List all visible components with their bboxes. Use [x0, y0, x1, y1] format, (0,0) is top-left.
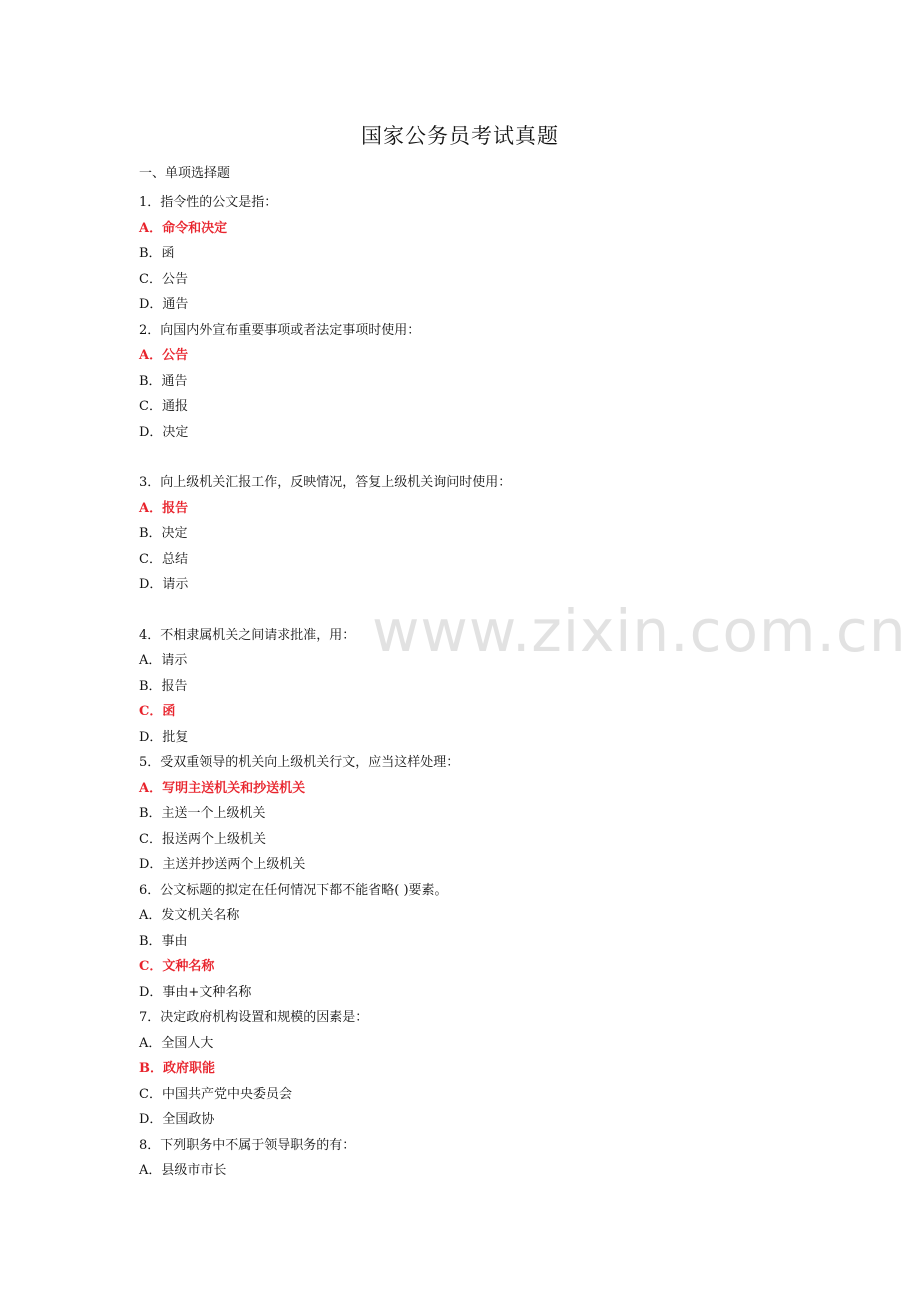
option-line: A．县级市市长	[139, 1163, 227, 1178]
option-line: D．批复	[139, 729, 189, 745]
option-line: B．函	[139, 246, 175, 261]
correct-answer-line: A．报告	[139, 500, 189, 516]
option-line: C．总结	[139, 551, 188, 567]
correct-answer-line: A．公告	[139, 348, 189, 363]
option-line: B．决定	[139, 526, 188, 541]
question-list	[139, 190, 839, 1184]
question-line: 2．向国内外宣布重要事项或者法定事项时使用：	[139, 322, 421, 338]
option-line: C．公告	[139, 271, 188, 287]
option-line: B．主送一个上级机关	[139, 806, 266, 821]
option-line: D．请示	[139, 577, 189, 592]
option-line: D．事由+文种名称	[139, 984, 252, 1000]
correct-answer-line: A．命令和决定	[139, 220, 228, 236]
option-line: D．主送并抄送两个上级机关	[139, 857, 306, 872]
watermark-text: www.zixin.com.cn	[372, 597, 907, 665]
option-line: B．事由	[139, 933, 188, 949]
correct-answer-line: C．文种名称	[139, 959, 215, 974]
question-line: 3．向上级机关汇报工作，反映情况，答复上级机关询问时使用：	[139, 475, 512, 490]
correct-answer-line: B．政府职能	[139, 1061, 215, 1076]
option-line: D．全国政协	[139, 1112, 215, 1127]
option-line: A．全国人大	[139, 1035, 214, 1051]
section-heading: 一、单项选择题	[139, 166, 231, 181]
question-line: 5．受双重领导的机关向上级机关行文，应当这样处理：	[139, 755, 460, 770]
option-line: C．通报	[139, 399, 188, 414]
option-line: C．报送两个上级机关	[139, 831, 266, 847]
question-line: 1．指令性的公文是指：	[139, 195, 278, 210]
question-line: 7．决定政府机构设置和规模的因素是：	[139, 1010, 369, 1025]
question-line: 8．下列职务中不属于领导职务的有：	[139, 1137, 356, 1153]
option-line: D．决定	[139, 424, 189, 440]
question-line: 4．不相隶属机关之间请求批准，用：	[139, 627, 356, 643]
option-line: B．通告	[139, 373, 188, 389]
option-line: B．报告	[139, 678, 188, 694]
correct-answer-line: A．写明主送机关和抄送机关	[139, 780, 306, 796]
option-line: D．通告	[139, 297, 189, 312]
page-title: 国家公务员考试真题	[361, 124, 559, 148]
option-line: A．请示	[139, 653, 188, 668]
correct-answer-line: C．函	[139, 704, 176, 719]
option-line: A．发文机关名称	[139, 908, 240, 923]
question-line: 6．公文标题的拟定在任何情况下都不能省略( )要素。	[139, 882, 448, 898]
option-line: C．中国共产党中央委员会	[139, 1086, 292, 1102]
